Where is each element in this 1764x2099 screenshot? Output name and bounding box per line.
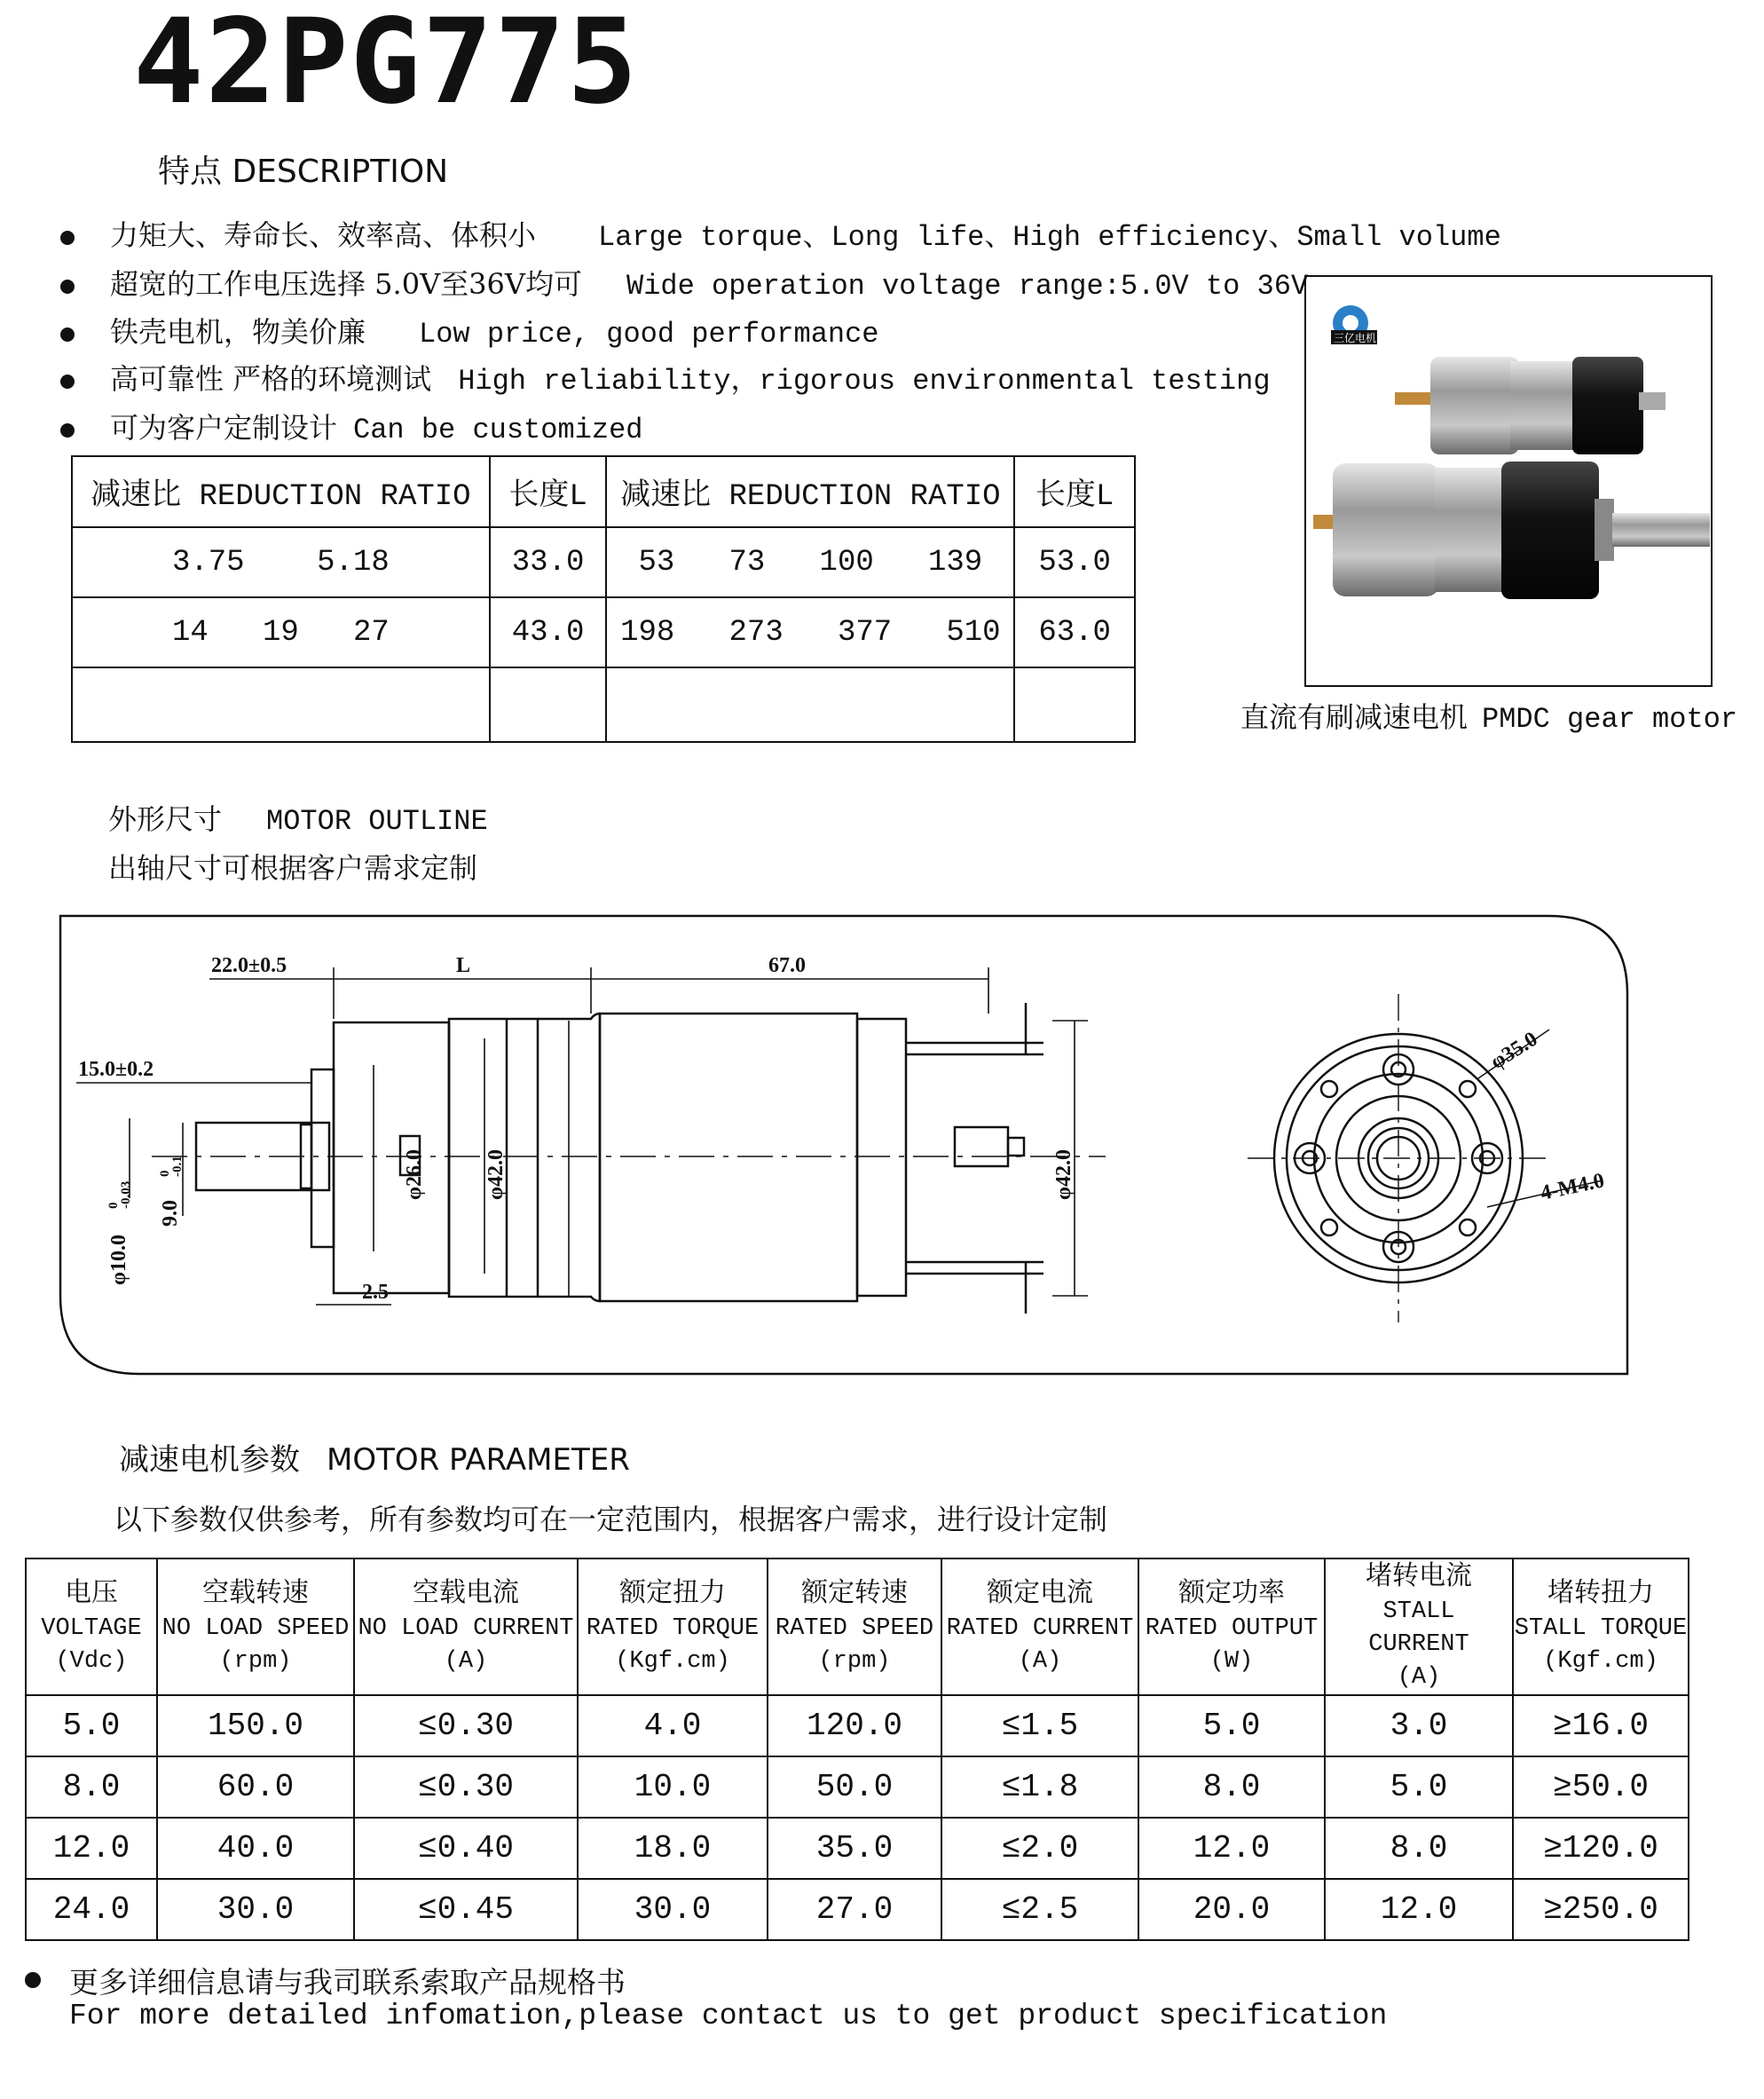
table-cell: 5.0 — [1325, 1756, 1513, 1818]
table-cell: ≤2.5 — [941, 1879, 1138, 1940]
feature-en: Wide operation voltage range:5.0V to 36V — [626, 270, 1309, 303]
table-cell: ≤2.0 — [941, 1818, 1138, 1879]
table-row — [26, 1818, 1689, 1879]
table-cell: 8.0 — [1138, 1756, 1325, 1818]
dim-label: 22.0±0.5 — [211, 954, 287, 977]
column-header: 额定功率 RATED OUTPUT (W) — [1138, 1558, 1325, 1695]
column-header: 堵转扭力 STALL TORQUE (Kgf.cm) — [1513, 1558, 1689, 1695]
footer-note-en: For more detailed infomation,please contact us to get product specification — [69, 2000, 1388, 2032]
table-cell: 12.0 — [26, 1818, 157, 1879]
dim-label: φ10.0 — [107, 1235, 130, 1285]
table-cell: 12.0 — [1325, 1879, 1513, 1940]
table-cell: 30.0 — [157, 1879, 354, 1940]
description-heading: 特点 DESCRIPTION — [158, 154, 449, 190]
table-header: 减速比 REDUCTION RATIO — [606, 456, 1014, 527]
outline-heading-en: MOTOR OUTLINE — [266, 805, 488, 838]
column-header: 电压 VOLTAGE (Vdc) — [26, 1558, 157, 1695]
table-cell: 14 19 27 — [72, 597, 490, 667]
table-cell: 27.0 — [768, 1879, 941, 1940]
brand-logo-text: 三亿电机 — [1334, 332, 1377, 344]
feature-item — [60, 262, 1308, 303]
table-cell: ≤1.5 — [941, 1695, 1138, 1756]
drawing-frame — [60, 916, 1627, 1374]
bullet-icon — [25, 1972, 41, 1988]
motor-outline-drawing — [59, 914, 1629, 1376]
table-cell: ≥120.0 — [1513, 1818, 1689, 1879]
table-cell: ≥250.0 — [1513, 1879, 1689, 1940]
table-row — [26, 1756, 1689, 1818]
table-header-row — [72, 456, 1135, 527]
table-cell: ≤0.45 — [354, 1879, 578, 1940]
dim-label: φ42.0 — [1052, 1149, 1075, 1200]
side-view — [196, 1003, 1043, 1314]
table-header: 长度L — [490, 456, 607, 527]
table-cell: 3.75 5.18 — [72, 527, 490, 597]
dim-label: φ26.0 — [403, 1149, 426, 1200]
table-cell: 35.0 — [768, 1818, 941, 1879]
dim-tolerance: -0.1 — [170, 1156, 185, 1177]
dim-label: φ35.0 — [1486, 1027, 1542, 1075]
product-photo — [1306, 277, 1711, 685]
table-cell: 150.0 — [157, 1695, 354, 1756]
feature-en: Large torque、Long life、High efficiency、Small volume — [598, 221, 1501, 254]
footer-note-zh: 更多详细信息请与我司联系索取产品规格书 — [69, 1965, 626, 2000]
table-cell: 3.0 — [1325, 1695, 1513, 1756]
table-cell — [606, 667, 1014, 742]
table-cell: 8.0 — [26, 1756, 157, 1818]
table-cell: ≤0.30 — [354, 1756, 578, 1818]
feature-en: Can be customized — [353, 414, 643, 446]
table-row — [26, 1879, 1689, 1940]
feature-item — [60, 357, 1271, 398]
table-cell: 33.0 — [490, 527, 607, 597]
dim-tolerance: -0.03 — [119, 1180, 133, 1209]
table-row — [72, 667, 1135, 742]
dim-label: 2.5 — [362, 1281, 389, 1304]
feature-item — [60, 213, 1501, 254]
bullet-icon — [60, 375, 75, 389]
feature-zh: 超宽的工作电压选择 5.0V至36V均可 — [110, 267, 583, 301]
column-header: 堵转电流 STALL CURRENT (A) — [1325, 1558, 1513, 1695]
column-header: 空载转速 NO LOAD SPEED (rpm) — [157, 1558, 354, 1695]
table-cell: 60.0 — [157, 1756, 354, 1818]
motor-parameter-table — [25, 1558, 1689, 1941]
table-cell: ≤0.40 — [354, 1818, 578, 1879]
table-cell: ≥16.0 — [1513, 1695, 1689, 1756]
column-header: 额定电流 RATED CURRENT (A) — [941, 1558, 1138, 1695]
feature-en: High reliability，rigorous environmental testing — [458, 365, 1271, 398]
brand-logo-icon — [1331, 305, 1377, 344]
feature-item — [60, 310, 879, 351]
table-cell: 50.0 — [768, 1756, 941, 1818]
table-header-row — [26, 1558, 1689, 1695]
outline-heading — [108, 797, 488, 838]
outline-subtitle: 出轴尺寸可根据客户需求定制 — [108, 851, 478, 885]
photo-caption-en: PMDC gear motor — [1482, 703, 1738, 736]
table-cell: ≤1.8 — [941, 1756, 1138, 1818]
outline-heading-zh: 外形尺寸 — [108, 802, 223, 836]
feature-item — [60, 406, 642, 446]
table-cell: ≤0.30 — [354, 1695, 578, 1756]
table-cell: 24.0 — [26, 1879, 157, 1940]
dim-label: 67.0 — [768, 954, 806, 977]
table-cell: 40.0 — [157, 1818, 354, 1879]
dim-tolerance: 0 — [158, 1170, 172, 1177]
table-cell: 4.0 — [578, 1695, 768, 1756]
table-cell — [72, 667, 490, 742]
feature-zh: 力矩大、寿命长、效率高、体积小 — [110, 218, 537, 252]
table-cell: 43.0 — [490, 597, 607, 667]
table-cell: 198 273 377 510 — [606, 597, 1014, 667]
feature-zh: 高可靠性 严格的环境测试 — [110, 362, 432, 396]
dim-label: 4-M4.0 — [1538, 1169, 1607, 1205]
dim-tolerance: 0 — [106, 1202, 121, 1209]
table-row — [26, 1695, 1689, 1756]
table-cell: 63.0 — [1014, 597, 1135, 667]
product-title: 42PG775 — [133, 0, 640, 130]
table-cell — [1014, 667, 1135, 742]
table-cell: 20.0 — [1138, 1879, 1325, 1940]
dim-label: 9.0 — [159, 1200, 182, 1227]
table-cell: 5.0 — [1138, 1695, 1325, 1756]
dim-label: 15.0±0.2 — [78, 1058, 154, 1081]
table-header: 长度L — [1014, 456, 1135, 527]
photo-caption-zh: 直流有刷减速电机 — [1240, 700, 1469, 734]
table-row — [72, 597, 1135, 667]
column-header: 额定扭力 RATED TORQUE (Kgf.cm) — [578, 1558, 768, 1695]
feature-en: Low price, good performance — [419, 318, 879, 351]
table-cell: 8.0 — [1325, 1818, 1513, 1879]
dim-label: L — [456, 954, 471, 977]
table-row — [72, 527, 1135, 597]
table-cell — [490, 667, 607, 742]
column-header: 额定转速 RATED SPEED (rpm) — [768, 1558, 941, 1695]
parameter-heading-zh: 减速电机参数 — [119, 1442, 300, 1478]
feature-zh: 可为客户定制设计 — [110, 411, 338, 445]
bullet-icon — [60, 280, 75, 294]
table-cell: 5.0 — [26, 1695, 157, 1756]
table-cell: ≥50.0 — [1513, 1756, 1689, 1818]
bullet-icon — [60, 423, 75, 438]
column-header: 空载电流 NO LOAD CURRENT (A) — [354, 1558, 578, 1695]
parameter-heading — [119, 1435, 630, 1479]
table-cell: 18.0 — [578, 1818, 768, 1879]
parameter-heading-en: MOTOR PARAMETER — [327, 1442, 630, 1478]
bullet-icon — [60, 231, 75, 245]
dim-label: φ42.0 — [484, 1149, 508, 1200]
table-cell: 120.0 — [768, 1695, 941, 1756]
motor-image-back — [1395, 357, 1666, 454]
table-cell: 30.0 — [578, 1879, 768, 1940]
motor-image-front — [1313, 462, 1710, 599]
feature-zh: 铁壳电机，物美价廉 — [110, 315, 366, 349]
reduction-ratio-table — [71, 455, 1136, 743]
table-header: 减速比 REDUCTION RATIO — [72, 456, 490, 527]
parameter-note: 以下参数仅供参考，所有参数均可在一定范围内，根据客户需求，进行设计定制 — [114, 1503, 1108, 1536]
table-cell: 10.0 — [578, 1756, 768, 1818]
table-cell: 53 73 100 139 — [606, 527, 1014, 597]
photo-caption — [1240, 695, 1737, 736]
product-photo-frame — [1304, 275, 1713, 687]
end-view — [1248, 994, 1603, 1322]
bullet-icon — [60, 327, 75, 342]
table-cell: 53.0 — [1014, 527, 1135, 597]
table-cell: 12.0 — [1138, 1818, 1325, 1879]
